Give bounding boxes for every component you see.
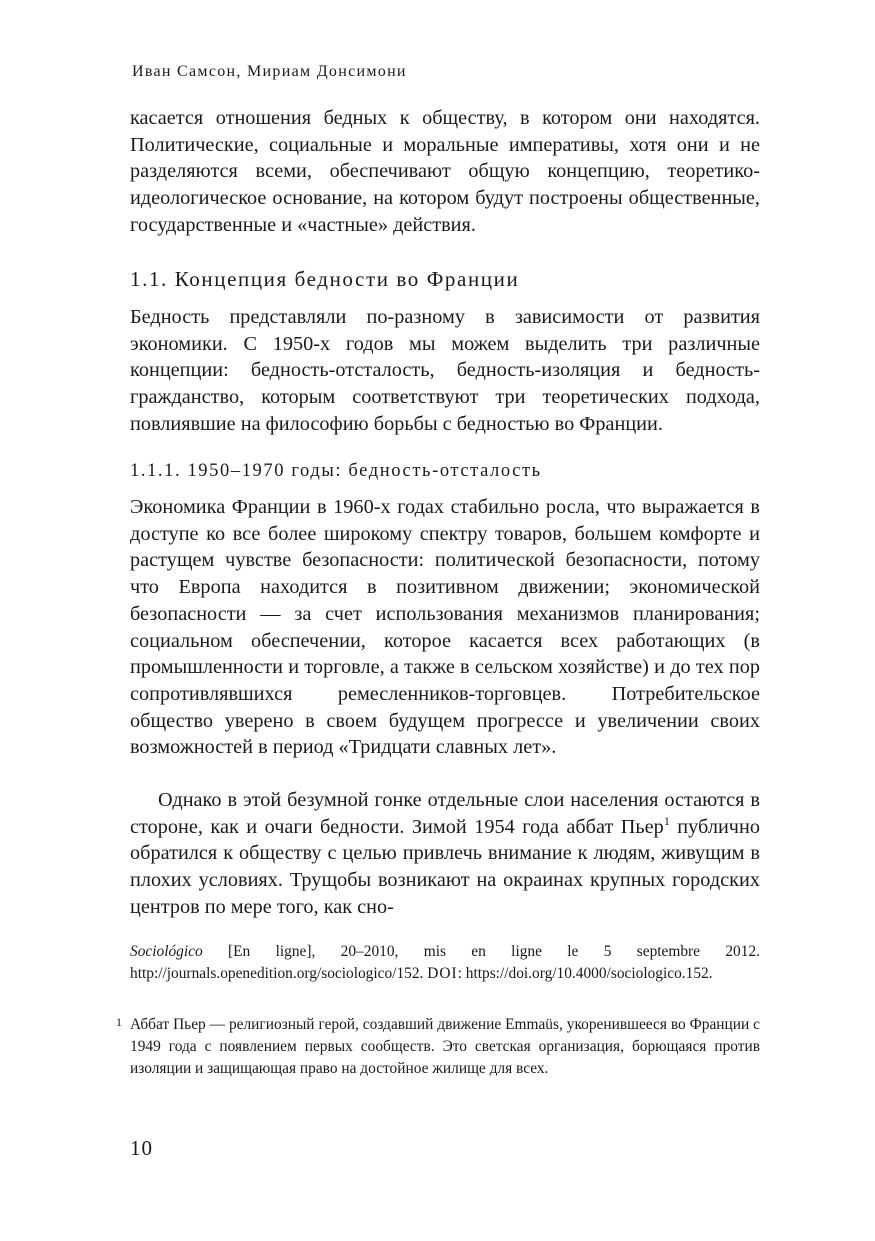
paragraph-abbe-pierre-end: публично обратился к обществу с целью привлечь внимание к людям, живущим в плохих условиях. Трущобы возникают на окраинах крупных городских центров по мере того, как сно- (130, 815, 761, 918)
footnote-citation-text: [En ligne], 20–2010, mis en ligne le 5 septembre 2012. http://journals.openedition.org/sociologico/152. (130, 943, 760, 982)
paragraph-concepts: Бедность представляли по-разному в зависимости от развития экономики. С 1950-х годов мы можем выделить три различные концепции: бедность-отсталость, бедность-изоляция и бедность-гражданство, которым соответствуют три теоретических подхода, повлиявшие на философию борьбы с бедностью во Франции. (130, 306, 760, 435)
page-number: 10 (130, 1136, 153, 1160)
footnote-doi-label: DOI (427, 964, 458, 982)
footnote-journal-title: Sociológico (130, 943, 203, 960)
paragraph-economy: Экономика Франции в 1960-х годах стабильно росла, что выражается в доступе ко все более широкому спектру товаров, большем комфорте и растущем чувстве безопасности: политической безопасности, потому что Европа находится в позитивном движении; экономической безопасности — за счет использования механизмов планирования; социальном обеспечении, которое касается всех работающих (в промышленности и торговле, а также в сельском хозяйстве) и до тех пор сопротивлявшихся ремесленников-торговцев. Потребительское общество уверено в своем будущем прогрессе и увеличении своих возможностей в период «Тридцати славных лет». (130, 496, 760, 759)
paragraph-abbe-pierre-start: Однако в этой безумной гонке отдельные слои населения остаются в стороне, как и очаги бедности. Зимой 1954 года аббат Пьер (130, 789, 760, 838)
running-head: Иван Самсон, Мириам Донсимони (132, 63, 407, 80)
footnote-1-marker: 1 (116, 1015, 122, 1029)
section-heading-1-1: 1.1. Концепция бедности во Франции (130, 267, 520, 291)
footnote-doi-link[interactable]: : https://doi.org/10.4000/sociologico.152. (457, 964, 713, 982)
footnote-reference-1[interactable]: 1 (663, 813, 670, 828)
footnote-1-text: Аббат Пьер — религиозный герой, создавший движение Emmaüs, укоренившееся во Франции с 1949 года с появлением первых сообществ. Это светская организация, борющаяся против изоляции и защищающая право на достойное жилище для всех. (130, 1016, 760, 1077)
footnote-1 (116, 1014, 760, 1079)
paragraph-abbe-pierre (130, 787, 760, 921)
paragraph-intro: касается отношения бедных к обществу, в котором они находятся. Политические, социальные и моральные императивы, хотя они и не разделяются всеми, обеспечивают общую концепцию, теоретико-идеологическое основание, на котором будут построены общественные, государственные и «частные» действия. (130, 107, 760, 236)
footnote-continuation (130, 941, 760, 985)
section-heading-1-1-1: 1.1.1. 1950–1970 годы: бедность-отсталость (130, 461, 542, 481)
